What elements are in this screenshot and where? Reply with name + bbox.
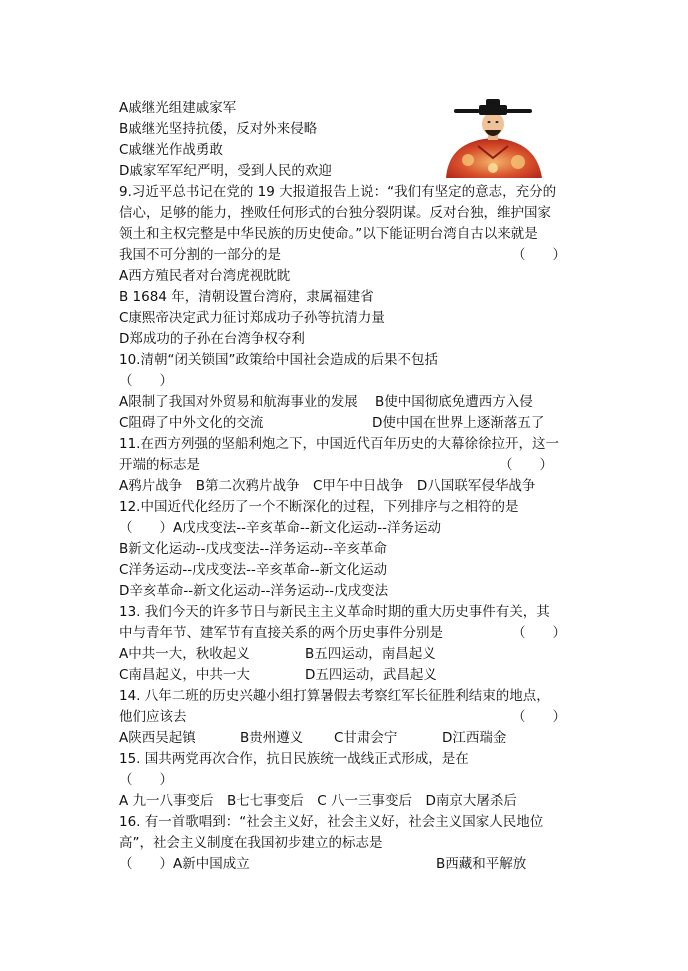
ming-official-portrait-icon xyxy=(438,98,548,178)
q13-option-b: B五四运动，南昌起义 xyxy=(305,646,436,662)
q9-line-4: 我国不可分割的一部分的是 xyxy=(119,247,281,263)
q13-option-c: C南昌起义，中共一大 xyxy=(119,667,250,683)
q9-option-a: A西方殖民者对台湾虎视眈眈 xyxy=(119,268,291,284)
q16-line-1: 16. 有一首歌唱到：“社会主义好，社会主义好，社会主义国家人民地位 xyxy=(119,814,544,830)
q14-option-b: B贵州遵义 xyxy=(240,730,304,746)
q9-line-3: 领土和主权完整是中华民族的历史使命。”以下能证明台湾自古以来就是 xyxy=(119,226,538,242)
q15-line-2: （ ） xyxy=(119,772,173,788)
q10-option-d: D使中国在世界上逐渐落五了 xyxy=(372,415,545,431)
q16-line-2: 高”，社会主义制度在我国初步建立的标志是 xyxy=(119,835,383,851)
q12-option-b: B新文化运动--戊戌变法--洋务运动--辛亥革命 xyxy=(119,541,387,557)
q9-option-d: D郑成功的子孙在台湾争权夺利 xyxy=(119,331,305,347)
q8-option-b: B戚继光坚持抗倭，反对外来侵略 xyxy=(119,121,318,137)
q14-option-a: A陕西吴起镇 xyxy=(119,730,196,746)
q14-option-c: C甘肃会宁 xyxy=(334,730,398,746)
q11-answer-paren: （ ） xyxy=(499,457,553,473)
q11-line-1: 11.在西方列强的坚船利炮之下，中国近代百年历史的大幕徐徐拉开，这一 xyxy=(119,436,559,452)
q13-line-2: 中与青年节、建军节有直接关系的两个历史事件分别是 xyxy=(119,625,443,641)
q9-answer-paren: （ ） xyxy=(512,247,566,263)
q13-line-1: 13. 我们今天的许多节日与新民主主义革命时期的重大历史事件有关，其 xyxy=(119,604,550,620)
q14-option-d: D江西瑞金 xyxy=(442,730,507,746)
q15-options: A 九一八事变后 B七七事变后 C 八一三事变后 D南京大屠杀后 xyxy=(119,793,517,809)
q14-answer-paren: （ ） xyxy=(512,709,566,725)
q12-line-1: 12.中国近代化经历了一个不断深化的过程，下列排序与之相符的是 xyxy=(119,499,519,515)
q8-option-d: D戚家军军纪严明，受到人民的欢迎 xyxy=(119,163,332,179)
q10-line-2: （ ） xyxy=(119,373,173,389)
q15-line-1: 15. 国共两党再次合作，抗日民族统一战线正式形成，是在 xyxy=(119,751,469,767)
q9-option-b: B 1684 年，清朝设置台湾府，隶属福建省 xyxy=(119,289,374,305)
q8-option-a: A戚继光组建戚家军 xyxy=(119,100,237,116)
q12-option-c: C洋务运动--戊戌变法--辛亥革命--新文化运动 xyxy=(119,562,388,578)
q13-option-a: A中共一大，秋收起义 xyxy=(119,646,250,662)
q11-options: A鸦片战争 B第二次鸦片战争 C甲午中日战争 D八国联军侵华战争 xyxy=(119,478,536,494)
q13-option-d: D五四运动，武昌起义 xyxy=(305,667,437,683)
q9-line-2: 信心，足够的能力，挫败任何形式的台独分裂阴谋。反对台独，维护国家 xyxy=(119,205,551,221)
q10-option-a: A限制了我国对外贸易和航海事业的发展 xyxy=(119,394,358,410)
q13-answer-paren: （ ） xyxy=(512,625,566,641)
q14-line-2: 他们应该去 xyxy=(119,709,187,725)
q8-option-c: C戚继光作战勇敢 xyxy=(119,142,223,158)
q10-option-b: B使中国彻底免遭西方入侵 xyxy=(375,394,533,410)
q10-option-c: C阻碍了中外文化的交流 xyxy=(119,415,264,431)
q16-line-3: （ ）A新中国成立 xyxy=(119,856,250,872)
q11-line-2: 开端的标志是 xyxy=(119,457,200,473)
q12-option-d: D辛亥革命--新文化运动--洋务运动--戊戌变法 xyxy=(119,583,389,599)
q14-line-1: 14. 八年二班的历史兴趣小组打算暑假去考察红军长征胜利结束的地点， xyxy=(119,688,550,704)
q10-line-1: 10.清朝“闭关锁国”政策给中国社会造成的后果不包括 xyxy=(119,352,438,368)
q16-option-b: B西藏和平解放 xyxy=(436,856,527,872)
q9-option-c: C康熙帝决定武力征讨郑成功子孙等抗清力量 xyxy=(119,310,385,326)
q12-line-2: （ ）A戊戌变法--辛亥革命--新文化运动--洋务运动 xyxy=(119,520,441,536)
q9-line-1: 9.习近平总书记在党的 19 大报道报告上说：“我们有坚定的意志，充分的 xyxy=(119,184,557,200)
